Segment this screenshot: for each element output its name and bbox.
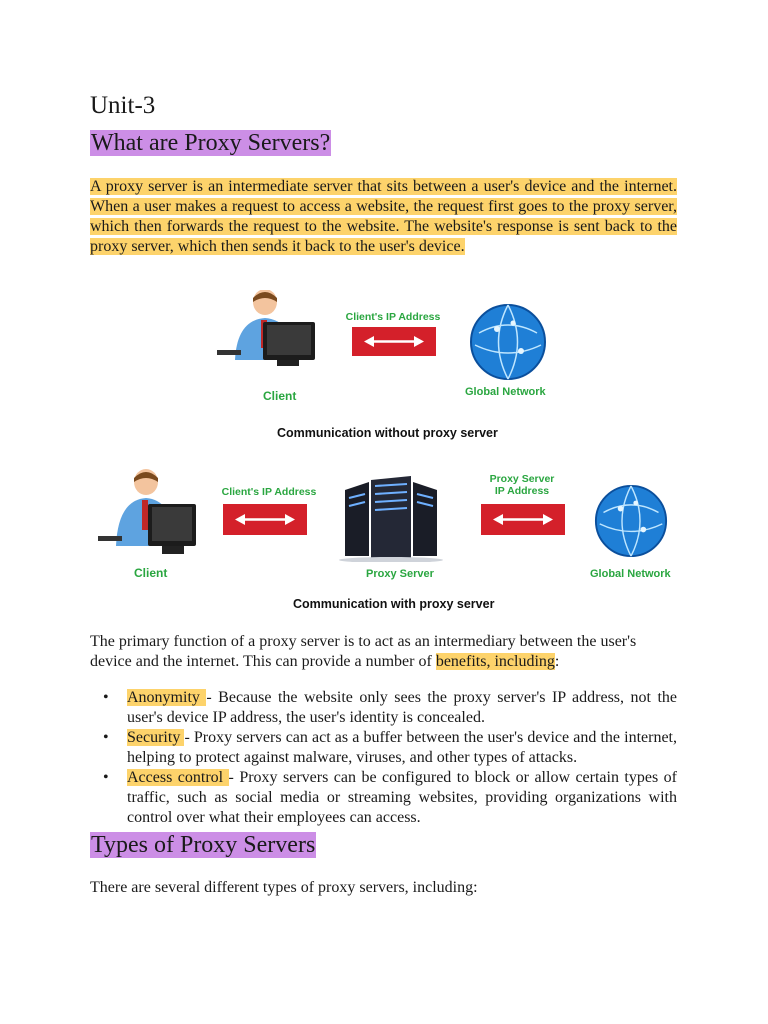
client-computer-icon bbox=[215, 290, 320, 368]
heading-types-of-proxy-servers bbox=[90, 831, 316, 859]
primary-function-paragraph bbox=[90, 632, 677, 672]
diagram2-arrow2-label-line2: IP Address bbox=[494, 485, 550, 497]
list-item bbox=[90, 768, 677, 828]
primary-colon: : bbox=[554, 653, 560, 670]
bullet-icon: • bbox=[103, 729, 109, 746]
types-intro-paragraph: There are several different types of proxy servers, including: bbox=[90, 879, 478, 896]
primary-highlight: benefits, including bbox=[435, 653, 555, 670]
globe-icon bbox=[594, 484, 668, 558]
heading-what-are-proxy-servers bbox=[90, 129, 331, 157]
diagram1-caption: Communication without proxy server bbox=[277, 426, 498, 440]
diagram2-caption: Communication with proxy server bbox=[293, 597, 495, 611]
diagram1-double-arrow-icon bbox=[352, 327, 436, 356]
intro-paragraph bbox=[90, 177, 677, 257]
list-item bbox=[90, 728, 677, 768]
primary-text: The primary function of a proxy server is to act as an intermediary between the user's device and the internet. This can provide a number of bbox=[90, 633, 637, 670]
diagram1-client-label: Client bbox=[263, 389, 297, 403]
intro-text: A proxy server is an intermediate server that sits between a user's device and the internet. When a user makes a request to access a website, the request first goes to the proxy server, which then forwards the request to the website. The website's response is sent back to the proxy server, which then sends it back to the user's device. bbox=[90, 178, 677, 255]
diagram1-network-label: Global Network bbox=[465, 386, 546, 398]
client-computer-icon bbox=[96, 468, 201, 558]
benefit-text: - Because the website only sees the proxy server's IP address, not the user's device IP address, the user's identity is concealed. bbox=[127, 689, 677, 726]
diagram2-double-arrow-icon bbox=[223, 504, 307, 535]
heading-text: Types of Proxy Servers bbox=[91, 832, 316, 858]
heading-text: What are Proxy Servers? bbox=[91, 130, 331, 156]
diagram2-network-label: Global Network bbox=[590, 568, 671, 580]
benefit-term: Access control bbox=[127, 769, 229, 786]
benefit-text: - Proxy servers can act as a buffer between the user's device and the internet, helping to protect against malware, viruses, and other types of attacks. bbox=[127, 729, 678, 766]
diagram2-arrow1-label: Client's IP Address bbox=[221, 486, 317, 498]
bullet-icon: • bbox=[103, 769, 109, 786]
diagram2-client-label: Client bbox=[134, 566, 168, 580]
unit-label: Unit-3 bbox=[90, 92, 156, 119]
benefit-text: - Proxy servers can be configured to block or allow certain types of traffic, such as social media or streaming websites, providing organizations with control over what their employees can access. bbox=[127, 769, 677, 826]
benefit-term: Anonymity bbox=[127, 689, 207, 706]
diagram2-arrow2-label-line1: Proxy Server bbox=[489, 473, 555, 485]
bullet-icon: • bbox=[103, 689, 109, 706]
benefit-term: Security bbox=[127, 729, 185, 746]
diagram2-arrow2-label bbox=[466, 473, 578, 497]
server-rack-icon bbox=[335, 472, 447, 562]
globe-icon bbox=[469, 303, 547, 381]
diagram2-server-label: Proxy Server bbox=[366, 568, 434, 580]
diagram1-arrow-label: Client's IP Address bbox=[345, 311, 441, 323]
benefits-list bbox=[90, 688, 677, 828]
list-item bbox=[90, 688, 677, 728]
diagram2-double-arrow-icon bbox=[481, 504, 565, 535]
